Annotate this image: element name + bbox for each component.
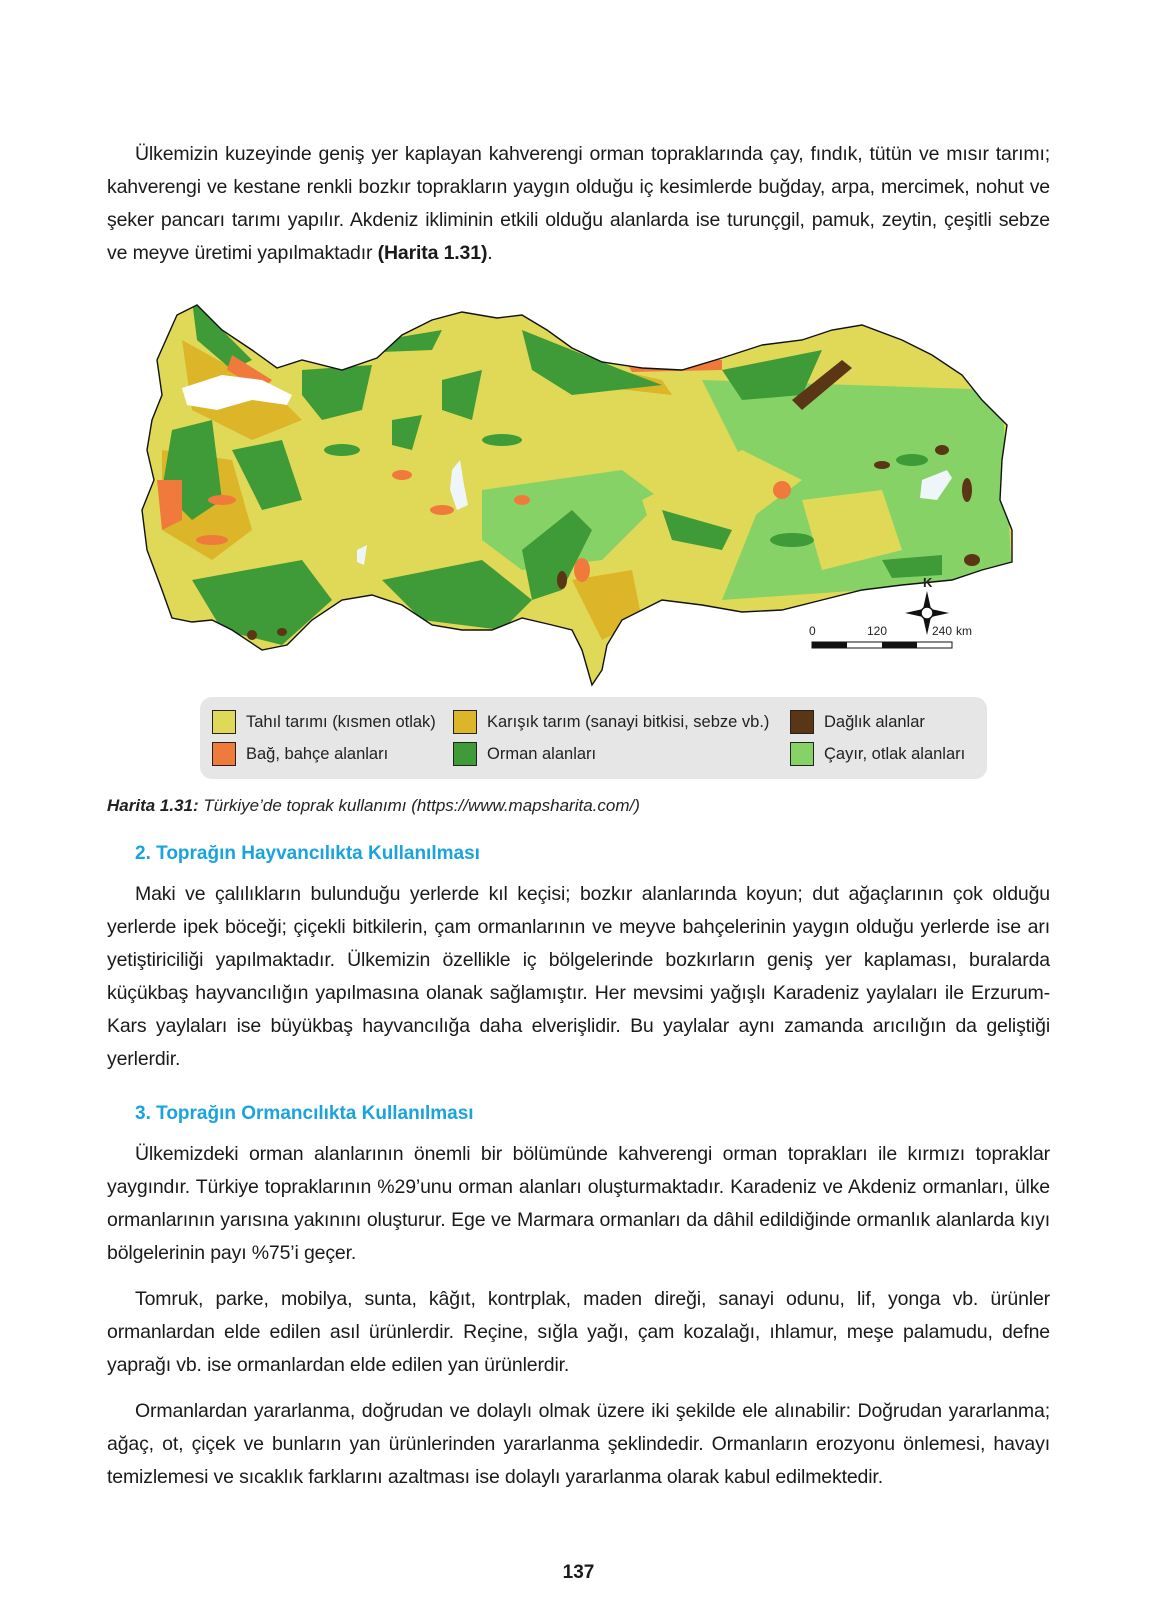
- section-2-paragraph: Maki ve çalılıkların bulunduğu yerlerde kıl keçisi; bozkır alanlarında koyun; dut ağaçlarının çok olduğu yerlerde ipek böceği; çiçekli bitkilerin, çam ormanlarının ve meyve bahçelerinin yaygın olduğu yerlerde ise arı yetiştiriciliği yapılmaktadır. Ülkemizin özellikle iç bölgelerinde bozkırların geniş yer kaplaması, buralarda küçükbaş hayvancılığın yapılmasına olanak sağlamıştır. Her mevsimi yağışlı Karadeniz yaylaları ile Erzurum-Kars yaylaları ise büyükbaş hayvancılığa daha elverişlidir. Bu yaylalar aynı zamanda arıcılığın da geliştiği yerlerdir.: [107, 883, 1050, 1070]
- page-number: 137: [562, 1562, 595, 1583]
- section-2-heading: 2. Toprağın Hayvancılıkta Kullanılması: [135, 843, 480, 864]
- swatch-cayir: [790, 742, 814, 766]
- svg-text:0: 0: [809, 624, 816, 638]
- turkey-land-use-map: [102, 300, 1052, 695]
- legend-item-orman: Orman alanları: [453, 742, 596, 766]
- legend-item-daglik: Dağlık alanlar: [790, 710, 925, 734]
- intro-paragraph: Ülkemizin kuzeyinde geniş yer kaplayan kahverengi orman topraklarında çay, fındık, tütün ve mısır tarımı; kahverengi ve kestane renkli bozkır toprakların yaygın olduğu iç kesimlerde buğday, arpa, mercimek, nohut ve şeker pancarı tarımı yapılır. Akdeniz ikliminin etkili olduğu alanlarda ise turunçgil, pamuk, zeytin, çeşitli sebze ve meyve üretimi yapılmaktadır (Harita 1.31).: [107, 143, 1050, 264]
- section-3-paragraph-1: Ülkemizdeki orman alanlarının önemli bir bölümünde kahverengi orman toprakları ile kırmızı topraklar yaygındır. Türkiye topraklarının %29’unu orman alanları oluşturmaktadır. Karadeniz ve Akdeniz ormanları, ülke ormanlarının yarısına yakınını oluşturur. Ege ve Marmara ormanları da dâhil edildiğinde ormanlık alanlarda kıyı bölgelerinin payı %75’i geçer.: [107, 1143, 1050, 1264]
- map-caption: Harita 1.31: Türkiye’de toprak kullanımı (https://www.mapsharita.com/): [107, 796, 640, 815]
- swatch-orman: [453, 742, 477, 766]
- swatch-daglik: [790, 710, 814, 734]
- svg-text:240: 240: [932, 624, 953, 638]
- svg-text:K: K: [923, 575, 933, 590]
- map-regions: [102, 300, 1052, 695]
- section-3-paragraph-2: Tomruk, parke, mobilya, sunta, kâğıt, kontrplak, maden direği, sanayi odunu, lif, yonga vb. ürünler ormanlardan elde edilen asıl ürünlerdir. Reçine, sığla yağı, çam kozalağı, ıhlamur, meşe palamudu, defne yaprağı vb. ise ormanlardan elde edilen yan ürünlerdir.: [107, 1288, 1050, 1376]
- section-3-heading: 3. Toprağın Ormancılıkta Kullanılması: [135, 1103, 474, 1124]
- legend-item-cayir: Çayır, otlak alanları: [790, 742, 965, 766]
- legend-item-karisik: Karışık tarım (sanayi bitkisi, sebze vb.): [453, 710, 769, 734]
- map-svg: [102, 300, 1052, 695]
- swatch-bag: [212, 742, 236, 766]
- scale-bar: [809, 624, 972, 648]
- svg-text:km: km: [956, 624, 972, 638]
- svg-text:120: 120: [867, 624, 888, 638]
- map-legend: [200, 697, 987, 779]
- legend-item-bag: Bağ, bahçe alanları: [212, 742, 388, 766]
- section-3-paragraph-3: Ormanlardan yararlanma, doğrudan ve dolaylı olmak üzere iki şekilde ele alınabilir: Doğrudan yararlanma; ağaç, ot, çiçek ve bunların yan ürünlerinden yararlanma şeklindedir. Ormanların erozyonu önlemesi, havayı temizlemesi ve sıcaklık farklarını azaltması ise dolaylı yararlanma olarak kabul edilmektedir.: [107, 1400, 1050, 1488]
- swatch-tahil: [212, 710, 236, 734]
- legend-item-tahil: Tahıl tarımı (kısmen otlak): [212, 710, 436, 734]
- map-reference: (Harita 1.31): [377, 242, 488, 264]
- swatch-karisik: [453, 710, 477, 734]
